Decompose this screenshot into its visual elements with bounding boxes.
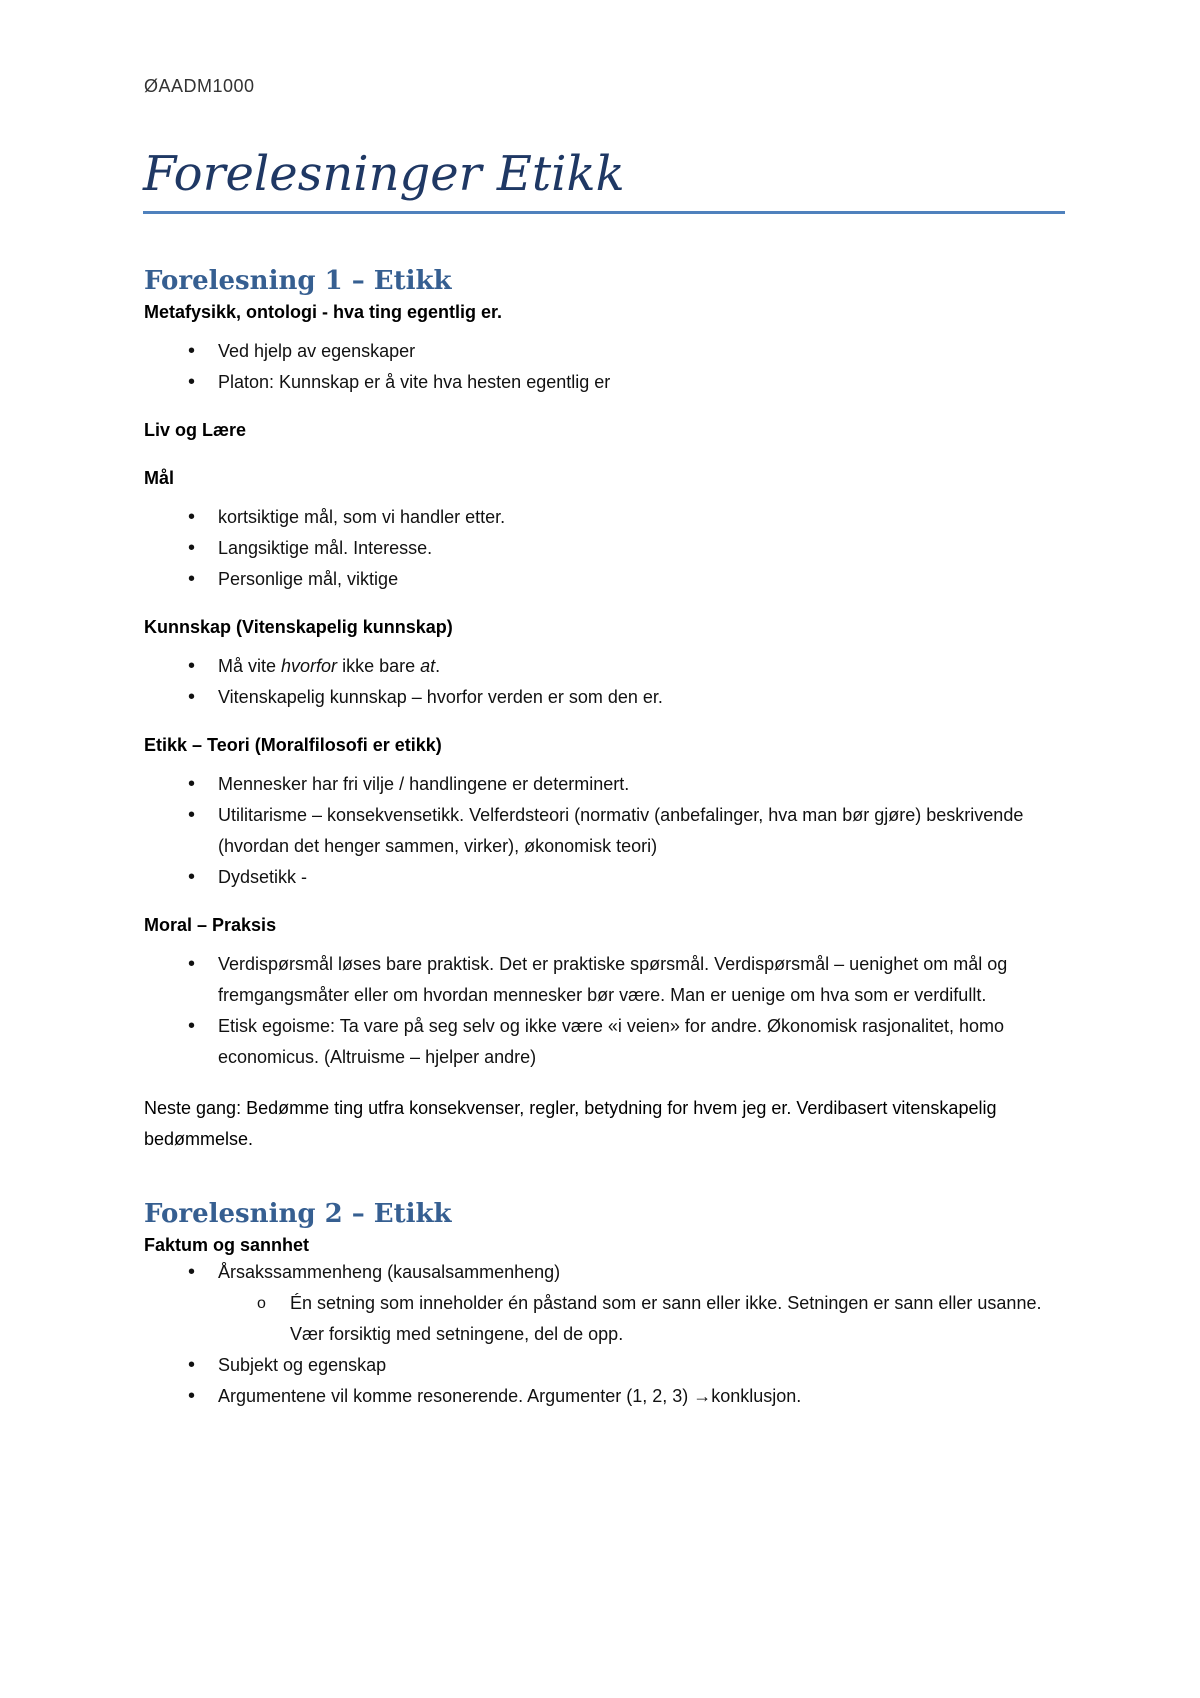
lecture-1-section xyxy=(144,266,1069,1155)
list-item: • Subjekt og egenskap xyxy=(144,1350,1069,1381)
list-item xyxy=(144,1257,1069,1350)
list-item: • Mennesker har fri vilje / handlingene er determinert. xyxy=(144,769,1069,800)
maal-list xyxy=(144,502,1069,595)
text-run: ikke bare xyxy=(337,656,421,676)
list-item: • kortsiktige mål, som vi handler etter. xyxy=(144,502,1069,533)
metafysikk-subheading: Metafysikk, ontologi - hva ting egentlig er. xyxy=(144,302,503,322)
list-item: • Langsiktige mål. Interesse. xyxy=(144,533,1069,564)
nested-list-item: o Én setning som inneholder én påstand som er sann eller ikke. Setningen er sann eller usanne. Vær forsiktig med setningene, del de opp. xyxy=(144,1288,1069,1350)
document-title: Forelesninger Etikk xyxy=(143,146,625,202)
document-body xyxy=(144,266,1069,1412)
list-item: • Verdispørsmål løses bare praktisk. Det er praktiske spørsmål. Verdispørsmål – uenighet om mål og fremgangsmåter eller om hvordan mennesker bør være. Man er uenige om hva som er verdifullt. xyxy=(144,949,1069,1011)
text-run: . xyxy=(435,656,441,676)
list-item: • Personlige mål, viktige xyxy=(144,564,1069,595)
lecture-2-heading: Forelesning 2 – Etikk xyxy=(144,1199,452,1229)
nested-list xyxy=(218,1288,1069,1350)
course-code-header: ØAADM1000 xyxy=(144,76,255,96)
list-item: • Vitenskapelig kunnskap – hvorfor verden er som den er. xyxy=(144,682,1069,713)
list-item: • Ved hjelp av egenskaper xyxy=(144,336,1069,367)
list-item-text: Årsakssammenheng (kausalsammenheng) xyxy=(218,1262,561,1282)
list-item: • Dydsetikk - xyxy=(144,862,1069,893)
list-item xyxy=(144,651,1069,682)
etikk-teori-list xyxy=(144,769,1069,893)
moral-praksis-subheading: Moral – Praksis xyxy=(144,915,277,935)
metafysikk-list xyxy=(144,336,1069,398)
moral-praksis-list xyxy=(144,949,1069,1073)
kunnskap-list xyxy=(144,651,1069,713)
text-run: Må vite xyxy=(218,656,282,676)
faktum-list xyxy=(144,1257,1069,1412)
emphasis-at: at xyxy=(420,656,436,676)
emphasis-hvorfor: hvorfor xyxy=(281,656,338,676)
lecture-2-section xyxy=(144,1199,1069,1412)
faktum-subheading: Faktum og sannhet xyxy=(144,1235,310,1255)
list-item: • Platon: Kunnskap er å vite hva hesten egentlig er xyxy=(144,367,1069,398)
liv-og-laere-subheading: Liv og Lære xyxy=(144,420,247,440)
etikk-teori-subheading: Etikk – Teori (Moralfilosofi er etikk) xyxy=(144,735,442,755)
lecture-1-heading: Forelesning 1 – Etikk xyxy=(144,266,452,296)
list-item: • Etisk egoisme: Ta vare på seg selv og ikke være «i veien» for andre. Økonomisk rasjonalitet, homo economicus. (Altruisme – hjelper andre) xyxy=(144,1011,1069,1073)
list-item: • Argumentene vil komme resonerende. Argumenter (1, 2, 3) →konklusjon. xyxy=(144,1381,1069,1412)
list-item: • Utilitarisme – konsekvensetikk. Velferdsteori (normativ (anbefalinger, hva man bør gjøre) beskrivende (hvordan det henger sammen, virker), økonomisk teori) xyxy=(144,800,1069,862)
title-underline xyxy=(143,211,1065,214)
kunnskap-subheading: Kunnskap (Vitenskapelig kunnskap) xyxy=(144,617,453,637)
next-time-paragraph: Neste gang: Bedømme ting utfra konsekvenser, regler, betydning for hvem jeg er. Verdibasert vitenskapelig bedømmelse. xyxy=(144,1098,997,1149)
maal-subheading: Mål xyxy=(144,468,175,488)
